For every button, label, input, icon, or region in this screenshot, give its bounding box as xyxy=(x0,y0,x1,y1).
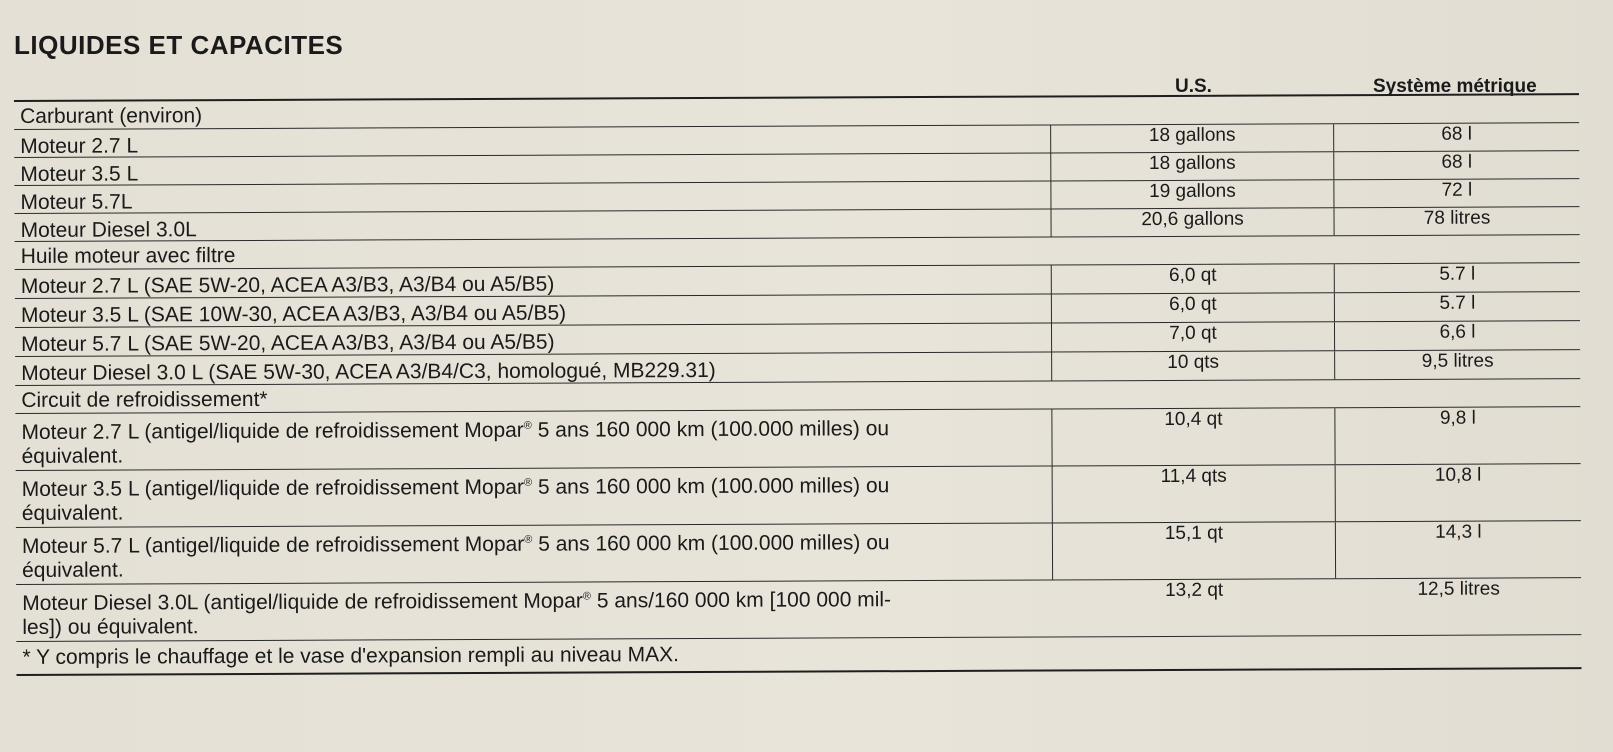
row-label xyxy=(15,409,1051,470)
oil-section xyxy=(15,235,1581,386)
table-row xyxy=(15,407,1580,471)
us-value: 11,4 qts xyxy=(1052,465,1335,522)
fuel-heading: Carburant (environ) xyxy=(14,95,1579,130)
registered-mark: ® xyxy=(523,476,533,489)
us-value: 18 gallons xyxy=(1050,152,1333,180)
row-label: Moteur 3.5 L xyxy=(20,162,139,186)
label-text: équivalent. xyxy=(22,558,124,582)
metric-value: 9,5 litres xyxy=(1334,350,1580,379)
metric-value: 5.7 l xyxy=(1334,292,1580,321)
label-text: équivalent. xyxy=(21,501,124,525)
row-label: Moteur 5.7 L (SAE 5W-20, ACEA A3/B3, A3/B4 ou A5/B5) xyxy=(21,330,555,356)
label-text: 5 ans 160 000 km (100.000 milles) ou xyxy=(531,417,890,442)
us-value: 15,1 qt xyxy=(1052,522,1335,579)
label-text: équivalent. xyxy=(21,444,124,468)
label-text: les]) ou équivalent. xyxy=(22,615,199,639)
label-text: 5 ans 160 000 km (100.000 milles) ou xyxy=(532,474,890,499)
metric-value: 6,6 l xyxy=(1334,321,1580,350)
us-value: 6,0 qt xyxy=(1051,293,1334,322)
label-text: Moteur 3.5 L (antigel/liquide de refroidissement Mopar xyxy=(21,475,525,501)
capacities-table xyxy=(14,93,1581,676)
registered-mark: ® xyxy=(524,533,533,546)
metric-value: 68 l xyxy=(1333,151,1579,179)
us-value: 18 gallons xyxy=(1050,124,1333,152)
row-label xyxy=(16,523,1052,584)
metric-value: 72 l xyxy=(1333,179,1579,207)
footnote: * Y compris le chauffage et le vase d'expansion rempli au niveau MAX. xyxy=(16,635,1581,676)
us-value: 10 qts xyxy=(1051,351,1334,380)
page-title: LIQUIDES ET CAPACITES xyxy=(14,30,344,60)
column-header-metric: Système métrique xyxy=(1373,76,1537,97)
table-row xyxy=(16,578,1581,642)
label-text: 5 ans 160 000 km (100.000 milles) ou xyxy=(532,531,890,556)
label-text: 5 ans/160 000 km [100 000 mil- xyxy=(590,588,892,613)
metric-value: 9,8 l xyxy=(1334,407,1580,464)
row-label: Moteur 2.7 L (SAE 5W-20, ACEA A3/B3, A3/B4 ou A5/B5) xyxy=(20,272,555,298)
us-value: 6,0 qt xyxy=(1051,264,1334,293)
row-label xyxy=(16,466,1052,527)
fuel-section xyxy=(14,95,1580,242)
table-row xyxy=(16,464,1581,528)
label-text: Moteur 5.7 L (antigel/liquide de refroidissement Mopar xyxy=(21,532,525,558)
metric-value: 5.7 l xyxy=(1334,263,1580,292)
row-label: Moteur 5.7L xyxy=(20,190,133,214)
label-text: Moteur 2.7 L (antigel/liquide de refroidissement Mopar xyxy=(21,418,524,444)
registered-mark: ® xyxy=(523,419,532,432)
metric-value: 68 l xyxy=(1333,123,1579,151)
row-label xyxy=(16,580,1052,641)
row-label: Moteur Diesel 3.0 L (SAE 5W-30, ACEA A3/B4/C3, homologué, MB229.31) xyxy=(21,358,716,385)
us-value: 19 gallons xyxy=(1050,180,1333,208)
table-row xyxy=(16,521,1581,585)
us-value: 10,4 qt xyxy=(1051,408,1334,465)
oil-heading: Huile moteur avec filtre xyxy=(15,235,1580,270)
registered-mark: ® xyxy=(582,590,591,603)
coolant-heading: Circuit de refroidissement* xyxy=(15,379,1580,414)
us-value: 13,2 qt xyxy=(1165,579,1224,601)
metric-value: 12,5 litres xyxy=(1417,578,1500,600)
metric-value: 10,8 l xyxy=(1335,464,1581,521)
metric-value: 78 litres xyxy=(1333,207,1579,235)
row-label: Moteur 2.7 L xyxy=(20,134,139,158)
column-header-us: U.S. xyxy=(1175,76,1212,97)
us-value: 7,0 qt xyxy=(1051,322,1334,351)
us-value: 20,6 gallons xyxy=(1050,208,1333,236)
metric-value: 14,3 l xyxy=(1335,521,1581,578)
coolant-section xyxy=(15,379,1581,642)
label-text: Moteur Diesel 3.0L (antigel/liquide de refroidissement Mopar xyxy=(22,589,583,615)
row-label: Moteur 3.5 L (SAE 10W-30, ACEA A3/B3, A3/B4 ou A5/B5) xyxy=(20,301,567,327)
row-label: Moteur Diesel 3.0L xyxy=(20,218,197,242)
